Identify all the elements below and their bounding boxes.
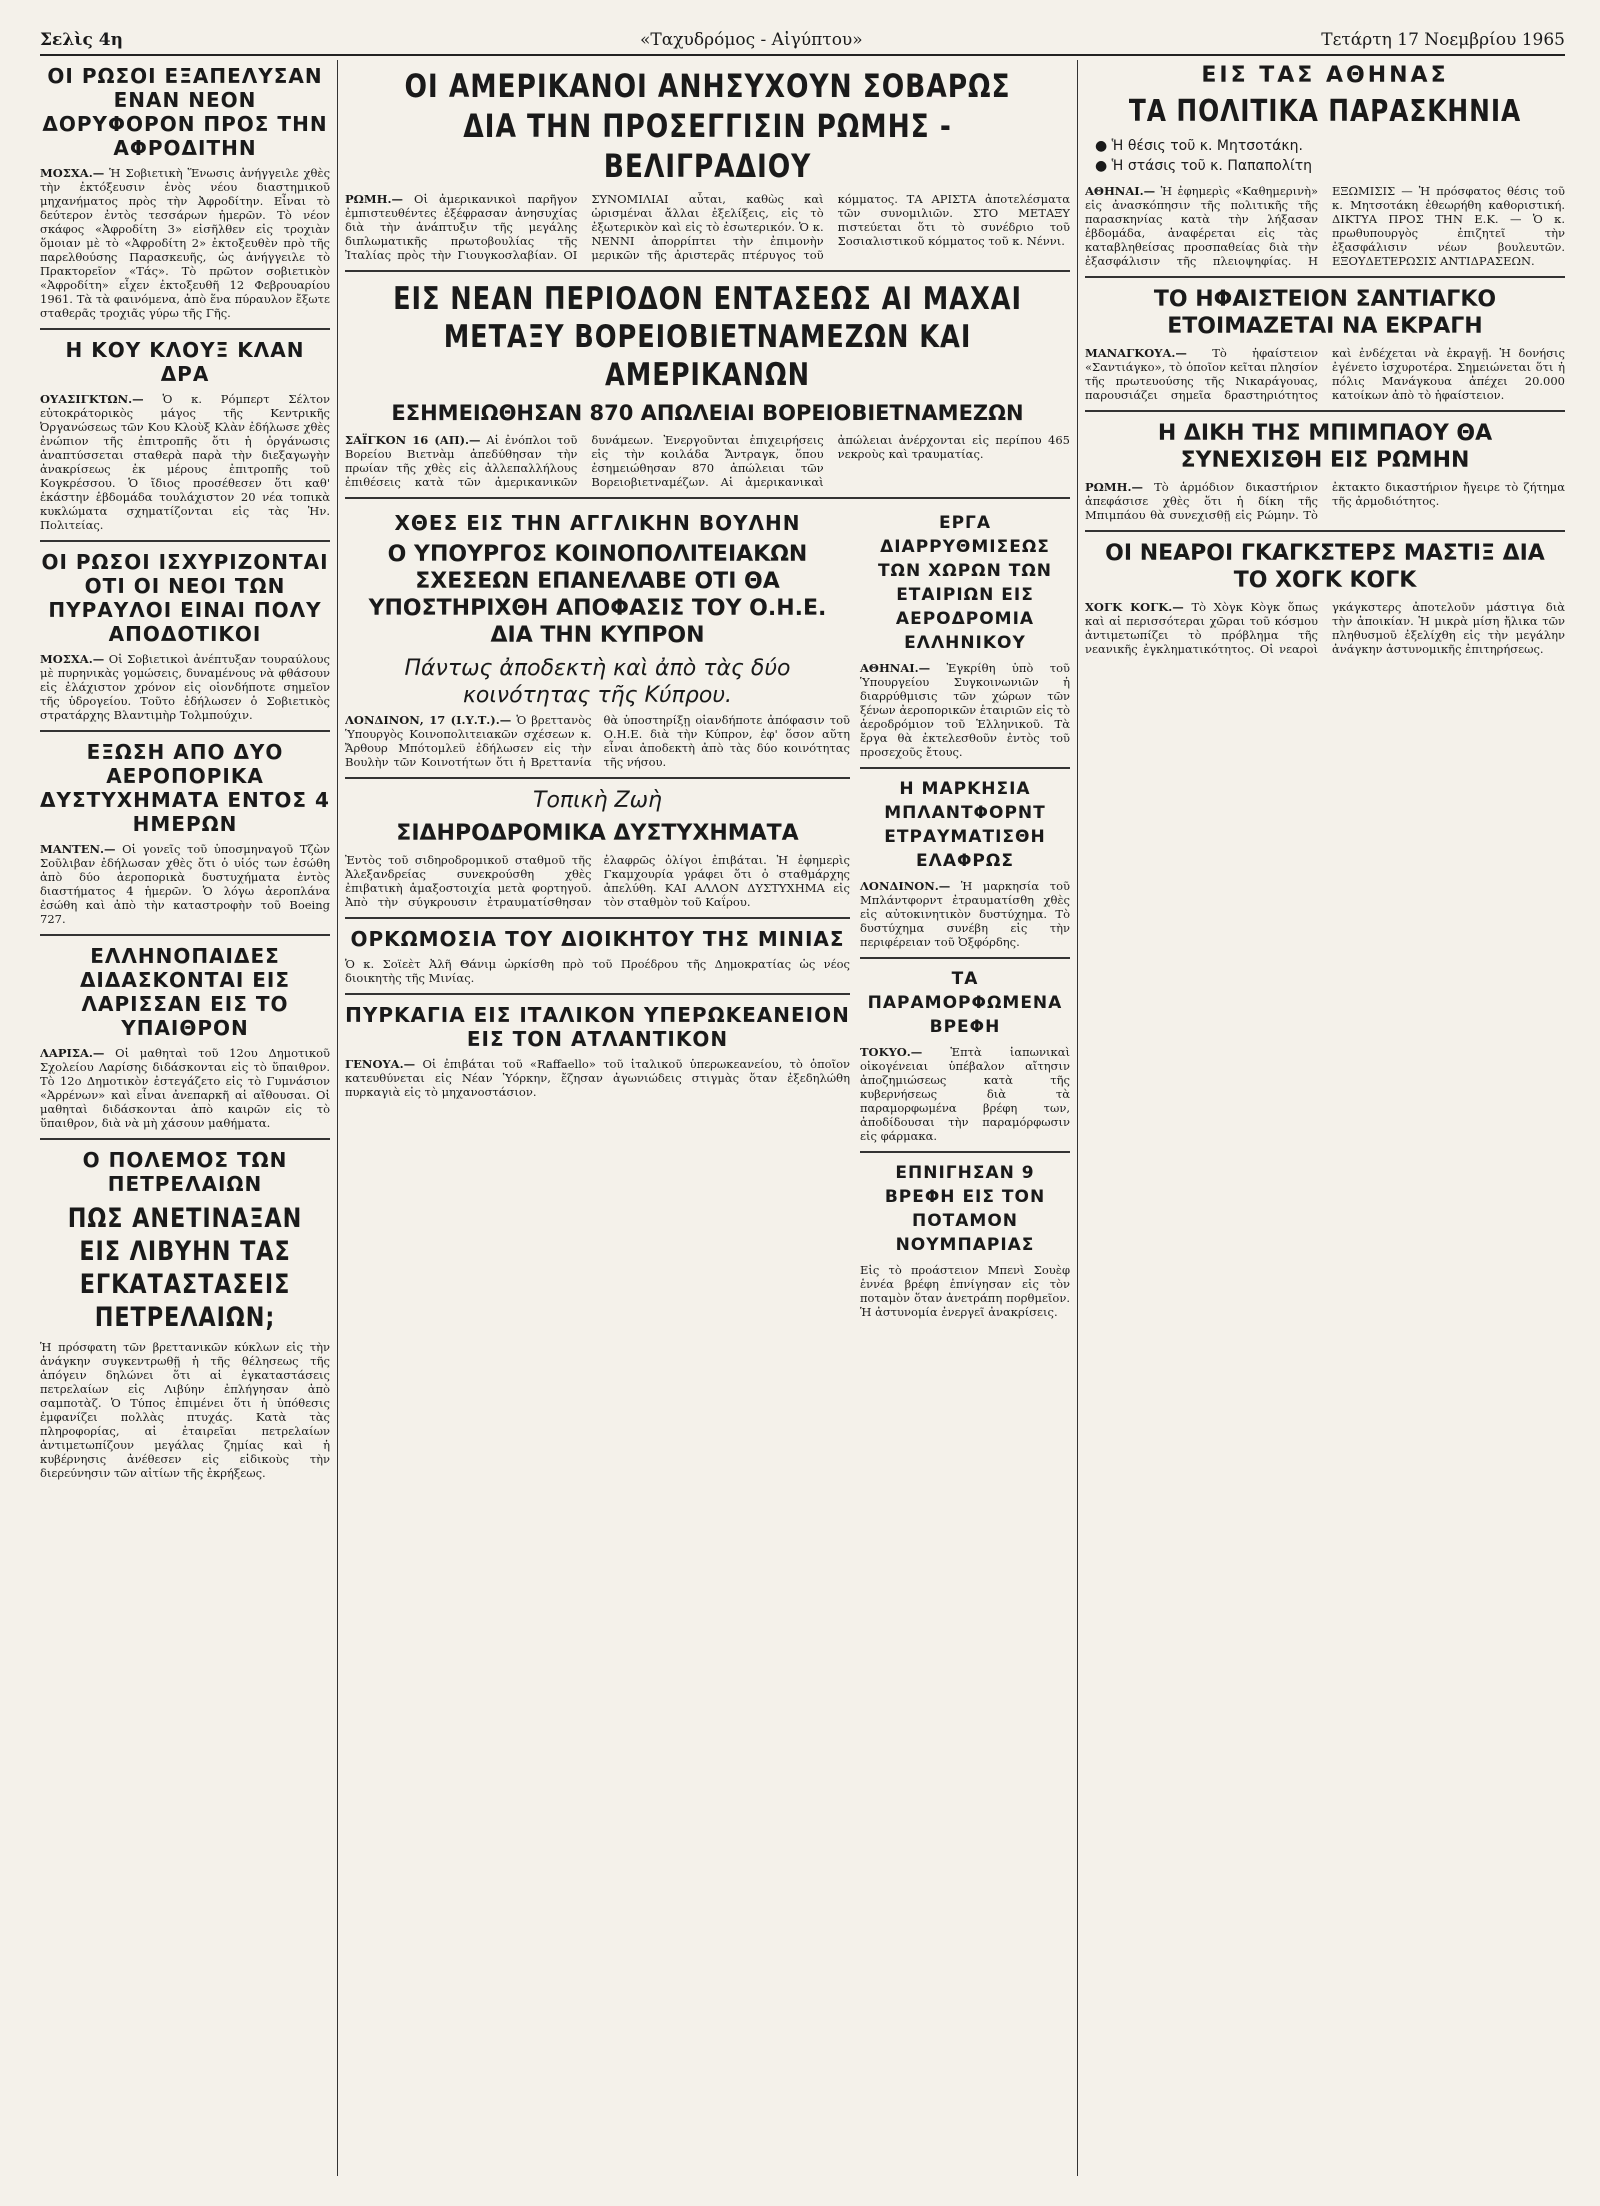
issue-date: Τετάρτη 17 Νοεμβρίου 1965 bbox=[1321, 30, 1565, 50]
bullet-list bbox=[1095, 136, 1565, 176]
headline: ΕΛΛΗΝΟΠΑΙΔΕΣ ΔΙΔΑΣΚΟΝΤΑΙ ΕΙΣ ΛΑΡΙΣΣΑΝ ΕΙΣ ΤΟ ΥΠΑΙΘΡΟΝ bbox=[79, 944, 291, 1040]
article-body: Ἑπτὰ ἰαπωνικαὶ οἰκογένειαι ὑπέβαλον αἴτησιν ἀποζημιώσεως κατὰ τῆς κυβερνήσεως διὰ τὰ παραμορφωμένα βρέφη των, ἀποδίδουσαι τὴν παραμόρφωσιν εἰς φάρμακα. bbox=[860, 1045, 1070, 1143]
article-soviet-venus bbox=[40, 64, 330, 320]
headline: ΟΡΚΩΜΟΣΙΑ ΤΟΥ ΔΙΟΙΚΗΤΟΥ ΤΗΣ ΜΙΝΙΑΣ bbox=[350, 927, 845, 951]
headline: ΤΟ ΗΦΑΙΣΤΕΙΟΝ ΣΑΝΤΙΑΓΚΟ ΕΤΟΙΜΑΖΕΤΑΙ ΝΑ ΕΚΡΑΓΗ bbox=[1153, 287, 1497, 339]
article-larissa-school bbox=[40, 944, 330, 1130]
dateline: ΛΑΡΙΣΑ.— bbox=[40, 1046, 105, 1060]
dateline: ΡΩΜΗ.— bbox=[345, 192, 403, 206]
dateline: ΤΟΚΥΟ.— bbox=[860, 1045, 923, 1059]
headline: Η ΜΑΡΚΗΣΙΑ ΜΠΛΑΝΤΦΟΡΝΤ ΕΤΡΑΥΜΑΤΙΣΘΗ ΕΛΑΦΡΩΣ bbox=[884, 779, 1046, 871]
headline: ΕΡΓΑ ΔΙΑΡΡΥΘΜΙΣΕΩΣ ΤΩΝ ΧΩΡΩΝ ΤΩΝ ΕΤΑΙΡΙΩΝ ΕΙΣ ΑΕΡΟΔΡΟΜΙΑ ΕΛΛΗΝΙΚΟΥ bbox=[877, 513, 1053, 653]
article-italian-liner-fire bbox=[345, 1003, 850, 1099]
dateline: ΑΘΗΝΑΙ.— bbox=[1085, 184, 1156, 198]
headline: ΣΙΔΗΡΟΔΡΟΜΙΚΑ ΔΥΣΤΥΧΗΜΑΤΑ bbox=[396, 821, 799, 846]
article-body: Οἱ μαθηταὶ τοῦ 12ου Δημοτικοῦ Σχολείου Λαρίσης διδάσκονται εἰς τὸ ὕπαιθρον. Τὸ 12ο Δημοτικὸν ἐστεγάζετο εἰς τὸ Γυμνάσιον «Ἀρρένων» καὶ εἶναι ἀνεπαρκῆ αἱ αἴθουσαι. Οἱ μαθηταὶ διδάσκονται ἀπὸ καιρῶν εἰς τὸ ὕπαιθρον, διὰ νὰ μὴ χάσουν μαθήματα. bbox=[40, 1046, 330, 1130]
article-cyprus bbox=[345, 511, 850, 769]
subheadline: Πάντως ἀποδεκτὴ καὶ ἀπὸ τὰς δύο κοινότητας τῆς Κύπρου. bbox=[404, 656, 791, 708]
article-hong-kong-gangsters bbox=[1085, 540, 1565, 656]
page-number: Σελὶς 4η bbox=[40, 30, 123, 50]
article-body: Ἡ μαρκησία τοῦ Μπλάντφορντ ἐτραυματίσθη χθὲς εἰς αὐτοκινητικὸν δυστύχημα. Τὸ δυστύχημα συνέβη εἰς τὴν περιφέρειαν τοῦ Ὀξφόρδης. bbox=[860, 879, 1070, 949]
article-body: Αἱ ἐνόπλοι τοῦ Βορείου Βιετνὰμ ἀπεδύθησαν τὴν πρωίαν τῆς χθὲς εἰς ἀλλεπαλλήλους ἐπιθέσεις κατὰ τῶν ἀμερικανικῶν δυνάμεων. Ἐνεργοῦνται ἐπιχειρήσεις εἰς τὴν κοιλάδα Ἄντραγκ, ὅπου ἐσημειώθησαν 870 ἀπώλειαι τῶν Βορειοβιετναμέζων. Αἱ ἀμερικανικαὶ ἀπώλειαι ἀνέρχονται εἰς περίπου 465 νεκροὺς καὶ τραυματίας. bbox=[345, 433, 1070, 489]
article-body: Εἰς τὸ προάστειον Μπενὶ Σουὲφ ἑννέα βρέφη ἐπνίγησαν εἰς τὸν ποταμὸν ὅταν ἀνετράπη πορθμεῖον. Ἡ ἀστυνομία ἐνεργεῖ ἀνακρίσεις. bbox=[860, 1263, 1070, 1319]
article-political-backstage bbox=[1085, 64, 1565, 268]
headline: ΟΙ ΑΜΕΡΙΚΑΝΟΙ ΑΝΗΣΥΧΟΥΝ ΣΟΒΑΡΩΣ ΔΙΑ ΤΗΝ ΠΡΟΣΕΓΓΙΣΙΝ ΡΩΜΗΣ - ΒΕΛΙΓΡΑΔΙΟΥ bbox=[404, 67, 1011, 185]
headline: Ο ΥΠΟΥΡΓΟΣ ΚΟΙΝΟΠΟΛΙΤΕΙΑΚΩΝ ΣΧΕΣΕΩΝ ΕΠΑΝΕΛΑΒΕ ΟΤΙ ΘΑ ΥΠΟΣΤΗΡΙΧΘΗ ΑΠΟΦΑΣΙΣ ΤΟΥ Ο.Η.Ε. ΔΙΑ ΤΗΝ ΚΥΠΡΟΝ bbox=[368, 542, 827, 648]
article-body: Τὸ ἁρμόδιον δικαστήριον ἀπεφάσισε χθὲς ὅτι ἡ δίκη τῆς Μπιμπάου θὰ συνεχισθῇ εἰς Ρώμην. Τὸ ἐκτακτο δικαστήριον ἤγειρε τὸ ζήτημα τῆς ἀρμοδιότητος. bbox=[1085, 480, 1565, 522]
dateline: ΣΑΪΓΚΟΝ 16 (ΑΠ).— bbox=[345, 433, 481, 447]
article-local-life bbox=[345, 787, 850, 909]
article-body: Οἱ ἐπιβάται τοῦ «Raffaello» τοῦ ἰταλικοῦ ὑπερωκεανείου, τὸ ὁποῖον κατευθύνεται εἰς Νέαν Ὑόρκην, ἔζησαν ἀγωνιώδεις στιγμὰς ὅταν ἐξεδηλώθη πυρκαγιὰ εἰς τὸ μηχανοστάσιον. bbox=[345, 1057, 850, 1099]
section-title: Τοπικὴ Ζωὴ bbox=[533, 788, 662, 813]
headline: ΠΩΣ ΑΝΕΤΙΝΑΞΑΝ ΕΙΣ ΛΙΒΥΗΝ ΤΑΣ ΕΓΚΑΤΑΣΤΑΣΕΙΣ ΠΕΤΡΕΛΑΙΩΝ; bbox=[67, 1203, 303, 1333]
article-body: Ἐντὸς τοῦ σιδηροδρομικοῦ σταθμοῦ τῆς Ἀλεξανδρείας συνεκρούσθη χθὲς ἐπιβατικὴ ἁμαξοστοιχία μετὰ φορτηγοῦ. Ἀπὸ τὴν σύγκρουσιν ἐτραυματίσθησαν ἐλαφρῶς ὀλίγοι ἐπιβάται. Ἡ ἐφημερὶς Γκαμχουρία γράφει ὅτι ὁ σταθμάρχης ἀπελύθη. ΚΑΙ ΑΛΛΟΝ ΔΥΣΤΥΧΗΜΑ εἰς τὸν σταθμὸν τοῦ Καΐρου. bbox=[345, 853, 850, 909]
dateline: ΜΟΣΧΑ.— bbox=[40, 166, 105, 180]
middle-area bbox=[345, 60, 1070, 2178]
article-deformed-babies bbox=[860, 967, 1070, 1143]
dateline: ΜΑΝΑΓΚΟΥΑ.— bbox=[1085, 346, 1187, 360]
dateline: ΜΟΣΧΑ.— bbox=[40, 652, 105, 666]
article-airport-works bbox=[860, 511, 1070, 759]
article-body: Ὁ βρεττανὸς Ὑπουργὸς Κοινοπολιτειακῶν σχέσεων κ. Ἄρθουρ Μπότομλεϋ ἐδήλωσεν εἰς τὴν Βουλὴν τῶν Κοινοτήτων ὅτι ἡ Βρεττανία θὰ ὑποστηρίξῃ οἱανδήποτε ἀπόφασιν τοῦ Ο.Η.Ε. διὰ τὴν Κύπρον, ἐφ' ὅσον αὕτη εἶναι ἀποδεκτὴ ἀπὸ τὰς δύο κοινότητας τῆς νήσου. bbox=[345, 713, 850, 769]
headline: ΕΠΝΙΓΗΣΑΝ 9 ΒΡΕΦΗ ΕΙΣ ΤΟΝ ΠΟΤΑΜΟΝ ΝΟΥΜΠΑΡΙΑΣ bbox=[884, 1163, 1046, 1255]
headline: ΕΞΩΣΗ ΑΠΟ ΔΥΟ ΑΕΡΟΠΟΡΙΚΑ ΔΥΣΤΥΧΗΜΑΤΑ ΕΝΤΟΣ 4 ΗΜΕΡΩΝ bbox=[40, 740, 330, 836]
article-body: Ἡ ἐφημερὶς «Καθημερινὴ» εἰς ἀνασκόπησιν τῆς πολιτικῆς τῆς παρασκηνίας κατὰ τὴν λήξασαν ἑβδομάδα, ἀναφέρεται εἰς τὰς καταβληθείσας προσπαθείας διὰ τὴν ἐξασφάλισιν τῆς πλειοψηφίας. Η ΕΞΩΜΙΣΙΣ — Ἡ πρόσφατος θέσις τοῦ κ. Μητσοτάκη ἐθεωρήθη καθοριστική. ΔΙΚΤΥΑ ΠΡΟΣ ΤΗΝ Ε.Κ. — Ὁ κ. πρωθυπουργὸς ἐπιζητεῖ τὴν ἐξασφάλισιν νέων βουλευτῶν. ΕΞΟΥΔΕΤΕΡΩΣΙΣ ΑΝΤΙΔΡΑΣΕΩΝ. bbox=[1085, 184, 1565, 268]
article-oil-war bbox=[40, 1148, 330, 1480]
right-column bbox=[1085, 60, 1565, 2178]
dateline: ΡΩΜΗ.— bbox=[1085, 480, 1143, 494]
subheadline: ΕΣΗΜΕΙΩΘΗΣΑΝ 870 ΑΠΩΛΕΙΑΙ ΒΟΡΕΙΟΒΙΕΤΝΑΜΕΖΩΝ bbox=[391, 401, 1024, 425]
dateline: ΜΑΝΤΕΝ.— bbox=[40, 842, 116, 856]
masthead bbox=[40, 28, 1565, 56]
article-volcano bbox=[1085, 286, 1565, 402]
headline: Η ΚΟΥ ΚΛΟΥΞ ΚΛΑΝ ΔΡΑ bbox=[65, 338, 305, 386]
article-body: Ἐγκρίθη ὑπὸ τοῦ Ὑπουργείου Συγκοινωνιῶν ἡ διαρρύθμισις τῶν χώρων τῶν ξένων ἀεροπορικῶν ἑταιριῶν εἰς τὸ ἀεροδρόμιον τοῦ Ἑλληνικοῦ. Τὰ ἔργα θὰ ἐκτελεσθοῦν ἐντὸς τοῦ προσεχοῦς ἔτους. bbox=[860, 661, 1070, 759]
dateline: ΧΟΓΚ ΚΟΓΚ.— bbox=[1085, 600, 1184, 614]
article-body: Τὸ ἡφαίστειον «Σαντιάγκο», τὸ ὁποῖον κεῖται πλησίον τῆς πρωτευούσης τῆς Νικαράγουας, παρουσιάζει σημεῖα δραστηριότητος καὶ ἐνδέχεται νὰ ἐκραγῇ. Ἡ δονήσις ἐγένετο ἰσχυροτέρα. Σημειώνεται ὅτι ἡ πόλις Μανάγκουα ἀπέχει 20.000 κατοίκων ἀπὸ τὸ ἡφαίστειον. bbox=[1085, 346, 1565, 402]
article-vietnam bbox=[345, 280, 1070, 489]
article-body: Οἱ Σοβιετικοὶ ἀνέπτυξαν τουραύλους μὲ πυρηνικὰς γομώσεις, δυναμένους νὰ φθάσουν εἰς ἐλάχιστον χρόνον εἰς οἱονδήποτε σημεῖον τῆς ὑδρογείου. Τοῦτο ἐδήλωσεν ὁ Σοβιετικὸς στρατάρχης Βλαντιμὴρ Τολμπούχιν. bbox=[40, 652, 330, 722]
article-rome-belgrade bbox=[345, 66, 1070, 262]
article-air-accidents bbox=[40, 740, 330, 926]
kicker: Ο ΠΟΛΕΜΟΣ ΤΩΝ ΠΕΤΡΕΛΑΙΩΝ bbox=[82, 1148, 288, 1196]
kicker: ΕΙΣ ΤΑΣ ΑΘΗΝΑΣ bbox=[1201, 63, 1449, 88]
article-bibao-trial bbox=[1085, 420, 1565, 522]
left-column bbox=[40, 60, 330, 2178]
bullet-item: ● Ἡ θέσις τοῦ κ. Μητσοτάκη. bbox=[1095, 136, 1565, 156]
headline: ΟΙ ΝΕΑΡΟΙ ΓΚΑΓΚΣΤΕΡΣ ΜΑΣΤΙΞ ΔΙΑ ΤΟ ΧΟΓΚ ΚΟΓΚ bbox=[1105, 541, 1545, 593]
headline: Η ΔΙΚΗ ΤΗΣ ΜΠΙΜΠΑΟΥ ΘΑ ΣΥΝΕΧΙΣΘΗ ΕΙΣ ΡΩΜΗΝ bbox=[1157, 421, 1493, 473]
article-body: Οἱ ἀμερικανικοὶ παρῆγον ἐμπιστευθέντες ἐξέφρασαν ἀνησυχίας διὰ τὴν ἀνάπτυξιν τῆς μεγάλης διπλωματικῆς πρωτοβουλίας τῆς Ἰταλίας πρὸς τὴν Γιουγκοσλαβίαν. ΟΙ ΣΥΝΟΜΙΛΙΑΙ αὗται, καθὼς καὶ ὡρισμέναι ἄλλαι ἐξελίξεις, εἰς τὸ ἐξωτερικὸν καὶ εἰς τὸ ἐσωτερικόν. Ὁ κ. ΝΕΝΝΙ ἀπορρίπτει τὴν ἐπιμονὴν μερικῶν τῆς ἀριστερᾶς πτέρυγος τοῦ κόμματος. ΤΑ ΑΡΙΣΤΑ ἀποτελέσματα τῶν συνομιλιῶν. ΣΤΟ ΜΕΤΑΞΥ πιστεύεται ὅτι τὸ συνέδριο τοῦ Σοσιαλιστικοῦ κόμματος τοῦ κ. Νέννι. bbox=[345, 192, 1070, 262]
dateline: ΑΘΗΝΑΙ.— bbox=[860, 661, 931, 675]
dateline: ΛΟΝΔΙΝΟΝ.— bbox=[860, 879, 951, 893]
newspaper-name: «Ταχυδρόμος - Αἰγύπτου» bbox=[640, 30, 863, 50]
article-body: Ἡ πρόσφατη τῶν βρεττανικῶν κύκλων εἰς τὴν ἀνάγκην συγκεντρωθῇ ἡ τῆς θέλησεως τῆς ἀπόγειν δηλώνει ὅτι αἱ ἐγκαταστάσεις πετρελαίων εἰς Λιβύην ἐπλήγησαν ἀπὸ σαμποτὰζ. Ὁ Τύπος ἐπιμένει ὅτι ἡ ὑπόθεσις ἐμφανίζει πολλὰς πτυχάς. Κατὰ τὰς πληροφορίας, αἱ ἐταιρεῖαι πετρελαίων ἀντιμετωπίζουν μεγάλας ζημίας καὶ ἡ κυβέρνησις ἀνέθεσεν εἰς εἰδικοὺς τὴν διερεύνησιν τῶν αἰτίων τῆς ἐκρήξεως. bbox=[40, 1340, 330, 1480]
dateline: ΓΕΝΟΥΑ.— bbox=[345, 1057, 416, 1071]
article-body: Ἡ Σοβιετικὴ Ἕνωσις ἀνήγγειλε χθὲς τὴν ἐκτόξευσιν ἑνὸς νέου διαστημικοῦ μηχανήματος πρὸς τὴν Ἀφροδίτην. Εἶναι τὸ δεύτερον ἐντὸς τεσσάρων ἡμερῶν. Τὸ νέον σκάφος «Ἀφροδίτη 3» εἰσῆλθεν εἰς τροχιὰν ὅμοιαν μὲ τὸ «Ἀφροδίτη 2» ἐκτοξευθὲν πρὸ τῆς παρελθούσης Παρασκευῆς, ὡς ἀνήγγειλε τὸ Πρακτορεῖον «Τάς». Τὸ πρῶτον σοβιετικὸν «Ἀφροδίτη» εἶχεν ἐκτοξευθῆ 12 Φεβρουαρίου 1961. Τὰ τὰ φαινόμενα, ἀπὸ ἕνα πύραυλον ἔξωτε σταθερᾶς τροχιᾶς γύρω τῆς Γῆς. bbox=[40, 166, 330, 320]
article-drowned-babies bbox=[860, 1161, 1070, 1319]
bullet-item: ● Ἡ στάσις τοῦ κ. Παπαπολίτη bbox=[1095, 156, 1565, 176]
headline: ΤΑ ΠΑΡΑΜΟΡΦΩΜΕΝΑ ΒΡΕΦΗ bbox=[867, 969, 1063, 1037]
headline: ΤΑ ΠΟΛΙΤΙΚΑ ΠΑΡΑΣΚΗΝΙΑ bbox=[1128, 94, 1522, 129]
article-body: Ὁ κ. Ρόμπερτ Σέλτον εὐτοκράτορικὸς μάγος τῆς Κεντρικῆς Ὀργανώσεως τῶν Κου Κλοὺξ Κλὰν ἐδήλωσε χθὲς ἐνώπιον τῆς ἐπιτροπῆς ὅτι ἡ ὀργάνωσις ἀναπτύσσεται σταθερὰ παρὰ τὴν διεξαγωγὴν ἀνακρίσεως ἐκ μέρους ἐπιτροπῆς τοῦ Κογκρέσσου. Ὁ ἴδιος προσέθεσεν ὅτι καθ' ἑκάστην ἑβδομάδα τουλάχιστον 20 νέα τοπικὰ κυκλώματα σχηματίζονται εἰς τὰς Ἡν. Πολιτείας. bbox=[40, 392, 330, 532]
article-body: Οἱ γονεῖς τοῦ ὑποσμηναγοῦ Τζὼν Σοῦλιβαν ἐδήλωσαν χθὲς ὅτι ὁ υἱός των ἐσώθη ἀπὸ δύο ἀεροπορικὰ δυστυχήματα ἐντὸς διαστήματος 4 ἡμερῶν. Ὁ λόγω ἀεροπλάνα ἐσώθη καὶ ἀπὸ τὴν καταστροφὴν τοῦ Boeing 727. bbox=[40, 842, 330, 926]
article-body: Τὸ Χὸγκ Κὸγκ ὅπως καὶ αἱ περισσότεραι χῶραι τοῦ κόσμου ἀντιμετωπίζει τὸ πρόβλημα τῆς νεανικῆς ἐγκληματικότητος. Οἱ νεαροὶ γκάγκστερς ἀποτελοῦν μάστιγα διὰ τὴν ἀποικίαν. Ἡ μικρὰ μίση ἤλικα τῶν πληθυσμοῦ ἐξελίχθη εἰς τὴν μεγάλην ἀνάγκην ἀστυνομικῆς ἐπιτηρήσεως. bbox=[1085, 600, 1565, 656]
article-kkk bbox=[40, 338, 330, 532]
article-minia-governor bbox=[345, 927, 850, 985]
article-body: Ὁ κ. Σοϊεὲτ Ἀλῆ Θάνιμ ὡρκίσθη πρὸ τοῦ Προέδρου τῆς Δημοκρατίας ὡς νέος διοικητὴς τῆς Μινίας. bbox=[345, 957, 850, 985]
headline: ΕΙΣ ΝΕΑΝ ΠΕΡΙΟΔΟΝ ΕΝΤΑΣΕΩΣ ΑΙ ΜΑΧΑΙ ΜΕΤΑΞΥ ΒΟΡΕΙΟΒΙΕΤΝΑΜΕΖΩΝ ΚΑΙ ΑΜΕΡΙΚΑΝΩΝ bbox=[393, 281, 1022, 393]
kicker: ΧΘΕΣ ΕΙΣ ΤΗΝ ΑΓΓΛΙΚΗΝ ΒΟΥΛΗΝ bbox=[394, 511, 801, 535]
article-soviet-rockets bbox=[40, 550, 330, 722]
dateline: ΛΟΝΔΙΝΟΝ, 17 (Ι.Υ.Τ.).— bbox=[345, 713, 512, 727]
headline: ΠΥΡΚΑΓΙΑ ΕΙΣ ΙΤΑΛΙΚΟΝ ΥΠΕΡΩΚΕΑΝΕΙΟΝ ΕΙΣ ΤΟΝ ΑΤΛΑΝΤΙΚΟΝ bbox=[345, 1003, 850, 1051]
headline: ΟΙ ΡΩΣΟΙ ΕΞΑΠΕΛΥΣΑΝ ΕΝΑΝ ΝΕΟΝ ΔΟΡΥΦΟΡΟΝ ΠΡΟΣ ΤΗΝ ΑΦΡΟΔΙΤΗΝ bbox=[42, 64, 328, 160]
headline: ΟΙ ΡΩΣΟΙ ΙΣΧΥΡΙΖΟΝΤΑΙ ΟΤΙ ΟΙ ΝΕΟΙ ΤΩΝ ΠΥΡΑΥΛΟΙ ΕΙΝΑΙ ΠΟΛΥ ΑΠΟΔΟΤΙΚΟΙ bbox=[41, 550, 329, 646]
dateline: ΟΥΑΣΙΓΚΤΩΝ.— bbox=[40, 392, 144, 406]
article-blandford bbox=[860, 777, 1070, 949]
